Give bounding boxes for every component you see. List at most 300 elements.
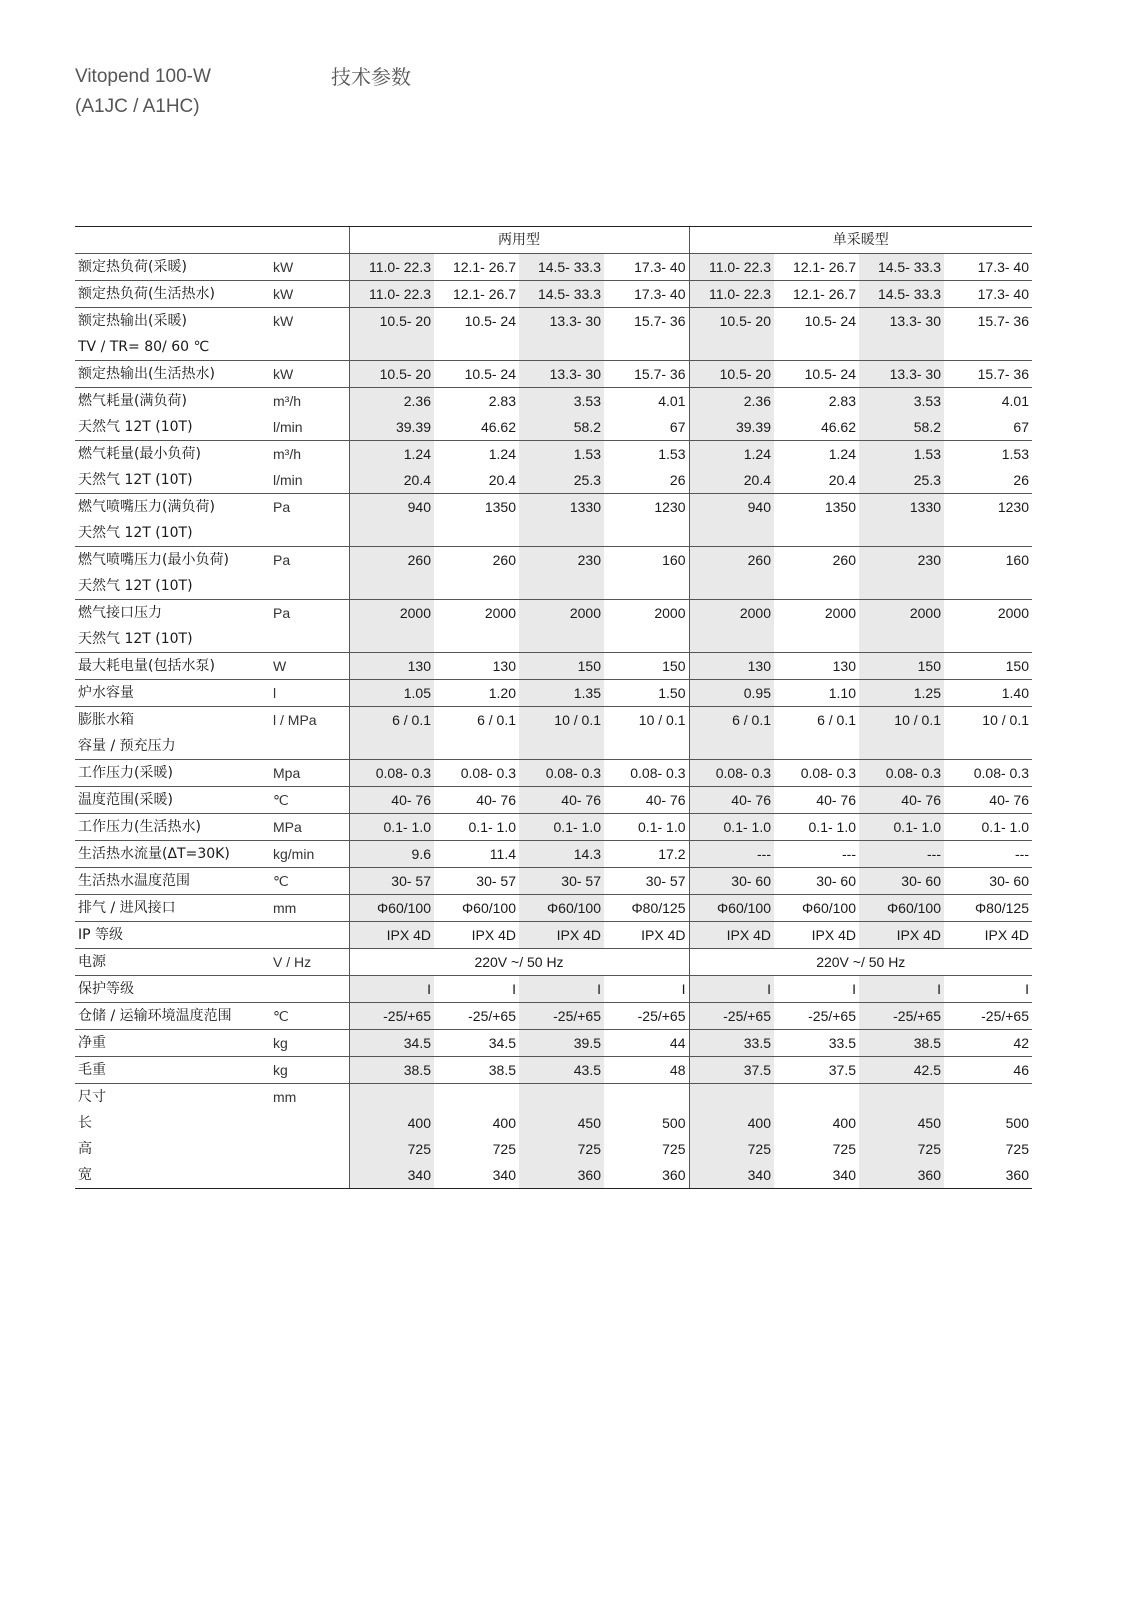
value-cell	[519, 334, 604, 361]
value-cell	[944, 334, 1032, 361]
row-label: 燃气接口压力	[75, 600, 270, 627]
spec-row	[75, 1084, 1032, 1111]
row-unit	[270, 922, 349, 949]
value-cell: 0.1- 1.0	[604, 814, 689, 841]
value-cell: 1.53	[859, 441, 944, 468]
value-cell	[944, 733, 1032, 760]
row-unit: Pa	[270, 547, 349, 574]
spec-row	[75, 895, 1032, 922]
value-cell: 14.5- 33.3	[519, 254, 604, 281]
value-cell: IPX 4D	[434, 922, 519, 949]
value-cell	[944, 520, 1032, 547]
value-cell: 11.0- 22.3	[349, 254, 434, 281]
value-cell: 40- 76	[604, 787, 689, 814]
value-cell: 20.4	[828, 472, 856, 488]
value-cell: 4.01	[944, 388, 1032, 415]
value-cell: I	[859, 976, 944, 1003]
value-cell: 39.39	[349, 414, 434, 441]
product-name	[75, 62, 211, 122]
value-cell: 0.08- 0.3	[434, 760, 519, 787]
value-cell: 20.4	[349, 467, 434, 494]
value-cell: 0.1- 1.0	[349, 814, 434, 841]
row-unit: mm	[270, 1084, 349, 1111]
row-label: 天然气 12T (10T)	[78, 631, 193, 647]
row-unit: kW	[270, 308, 349, 335]
spec-row	[75, 334, 1032, 361]
row-label: 额定热负荷(采暖)	[75, 254, 270, 281]
spec-row	[75, 573, 1032, 600]
row-label: 容量 / 预充压力	[78, 738, 176, 754]
value-cell: 340	[349, 1162, 434, 1189]
value-cell: 1.53	[519, 441, 604, 468]
value-cell: -25/+65	[859, 1003, 944, 1030]
value-cell: 1.05	[349, 680, 434, 707]
row-label: 燃气耗量(满负荷)	[75, 388, 270, 415]
value-cell: 1.25	[859, 680, 944, 707]
value-cell: 1230	[944, 494, 1032, 521]
value-cell: 2000	[434, 600, 519, 627]
row-unit	[270, 733, 349, 760]
value-cell: -25/+65	[689, 1003, 774, 1030]
row-unit: mm	[270, 895, 349, 922]
value-cell: 40- 76	[859, 787, 944, 814]
value-cell: I	[349, 976, 434, 1003]
value-cell: IPX 4D	[519, 922, 604, 949]
value-cell: 10.5- 20	[349, 361, 434, 388]
value-cell: 39.5	[519, 1030, 604, 1057]
value-cell: 34.5	[434, 1030, 519, 1057]
value-cell: 17.2	[604, 841, 689, 868]
value-cell: 725	[832, 1141, 856, 1157]
value-cell	[434, 334, 519, 361]
value-cell: 260	[434, 547, 519, 574]
spec-row	[75, 1136, 1032, 1162]
value-cell: 10.5- 24	[774, 308, 859, 335]
value-cell: 38.5	[349, 1057, 434, 1084]
value-cell: 11.4	[434, 841, 519, 868]
row-label: 燃气喷嘴压力(最小负荷)	[75, 547, 270, 574]
value-cell: 725	[662, 1141, 686, 1157]
value-cell: 2000	[859, 600, 944, 627]
product-line-2: (A1JC / A1HC)	[75, 96, 200, 117]
value-cell: 37.5	[689, 1057, 774, 1084]
row-label: 天然气 12T (10T)	[78, 525, 193, 541]
value-cell	[349, 1084, 434, 1111]
value-cell: 43.5	[519, 1057, 604, 1084]
value-cell: 13.3- 30	[519, 361, 604, 388]
value-cell	[689, 733, 774, 760]
value-cell: 0.1- 1.0	[859, 814, 944, 841]
value-cell: 40- 76	[519, 787, 604, 814]
row-label: 额定热输出(采暖)	[75, 308, 270, 335]
value-cell	[519, 520, 604, 547]
value-cell: I	[434, 976, 519, 1003]
value-cell: 260	[349, 547, 434, 574]
value-cell	[349, 733, 434, 760]
value-cell: 2.83	[434, 388, 519, 415]
value-cell: 2.36	[349, 388, 434, 415]
row-unit: l	[270, 680, 349, 707]
row-label: 炉水容量	[75, 680, 270, 707]
value-cell: 15.7- 36	[944, 361, 1032, 388]
page-header	[75, 62, 1035, 122]
value-cell: I	[944, 976, 1032, 1003]
row-unit	[270, 573, 349, 600]
value-cell: 10.5- 24	[774, 361, 859, 388]
value-cell: 150	[859, 653, 944, 680]
row-unit: m³/h	[270, 441, 349, 468]
value-cell: 4.01	[604, 388, 689, 415]
value-cell: Φ60/100	[519, 895, 604, 922]
row-label: 膨胀水箱	[75, 707, 270, 734]
value-cell: 10.5- 24	[434, 308, 519, 335]
value-cell: 30- 60	[689, 868, 774, 895]
row-label: 仓储 / 运输环境温度范围	[75, 1003, 270, 1030]
value-cell: 0.08- 0.3	[604, 760, 689, 787]
value-cell: 42	[944, 1030, 1032, 1057]
value-cell	[349, 520, 434, 547]
value-cell: 1.24	[434, 441, 519, 468]
value-cell: 14.5- 33.3	[859, 281, 944, 308]
spec-row	[75, 814, 1032, 841]
row-label: 工作压力(生活热水)	[75, 814, 270, 841]
row-unit	[270, 520, 349, 547]
row-unit: ℃	[270, 1003, 349, 1030]
spec-row	[75, 1030, 1032, 1057]
value-cell: 10.5- 20	[689, 361, 774, 388]
value-cell: 26	[669, 472, 686, 488]
value-cell: 1.20	[434, 680, 519, 707]
row-unit: MPa	[270, 814, 349, 841]
value-cell: 1.53	[604, 441, 689, 468]
value-cell: 3.53	[859, 388, 944, 415]
value-cell: 150	[604, 653, 689, 680]
value-cell: IPX 4D	[349, 922, 434, 949]
value-cell: 1.24	[349, 441, 434, 468]
value-cell: 6 / 0.1	[774, 707, 859, 734]
value-cell: 450	[519, 1110, 604, 1136]
value-cell	[519, 1084, 604, 1111]
spec-row	[75, 1110, 1032, 1136]
row-unit: l/min	[273, 472, 303, 488]
spec-row	[75, 949, 1032, 976]
value-cell: 38.5	[859, 1030, 944, 1057]
row-unit: kg/min	[270, 841, 349, 868]
value-cell: IPX 4D	[944, 922, 1032, 949]
value-cell: 725	[859, 1136, 944, 1162]
row-label: 天然气 12T (10T)	[78, 472, 193, 488]
row-label: 生活热水流量(ΔT=30K)	[75, 841, 270, 868]
row-label: 天然气 12T (10T)	[78, 578, 193, 594]
row-label: 毛重	[75, 1057, 270, 1084]
value-cell: IPX 4D	[604, 922, 689, 949]
value-cell: 725	[519, 1136, 604, 1162]
spec-row	[75, 868, 1032, 895]
value-cell	[944, 573, 1032, 600]
spec-row	[75, 680, 1032, 707]
value-cell: Φ60/100	[349, 895, 434, 922]
value-cell: 1350	[434, 494, 519, 521]
value-cell: 500	[1005, 1115, 1029, 1131]
value-cell: 14.5- 33.3	[859, 254, 944, 281]
row-unit	[270, 334, 349, 361]
spec-row	[75, 361, 1032, 388]
value-cell: 15.7- 36	[944, 308, 1032, 335]
value-cell: 400	[689, 1110, 774, 1136]
value-cell: 0.1- 1.0	[519, 814, 604, 841]
value-cell: ---	[859, 841, 944, 868]
value-cell: 46.62	[480, 419, 516, 435]
value-cell	[859, 334, 944, 361]
spec-row	[75, 707, 1032, 734]
value-cell	[944, 1084, 1032, 1111]
value-cell: 2000	[519, 600, 604, 627]
value-cell: 46.62	[820, 419, 856, 435]
value-cell: 0.08- 0.3	[519, 760, 604, 787]
value-cell: 25.3	[859, 467, 944, 494]
value-cell	[519, 626, 604, 653]
value-cell: 2.36	[689, 388, 774, 415]
value-cell: Φ60/100	[434, 895, 519, 922]
group-header-row	[75, 227, 1032, 254]
value-cell: 0.95	[689, 680, 774, 707]
value-cell: 340	[434, 1162, 519, 1189]
spec-row	[75, 414, 1032, 441]
value-cell	[349, 334, 434, 361]
row-unit: ℃	[270, 868, 349, 895]
value-cell: 30- 57	[349, 868, 434, 895]
value-cell	[859, 626, 944, 653]
spec-row	[75, 441, 1032, 468]
value-cell: 130	[774, 653, 859, 680]
value-cell: 13.3- 30	[519, 308, 604, 335]
value-cell: 340	[689, 1162, 774, 1189]
value-cell: 500	[662, 1115, 686, 1131]
value-cell: 9.6	[349, 841, 434, 868]
value-cell: Φ60/100	[774, 895, 859, 922]
row-label: 额定热负荷(生活热水)	[75, 281, 270, 308]
row-unit	[270, 626, 349, 653]
row-unit: kg	[270, 1057, 349, 1084]
row-label: 生活热水温度范围	[75, 868, 270, 895]
row-label: 温度范围(采暖)	[75, 787, 270, 814]
value-cell: 58.2	[859, 414, 944, 441]
value-cell: 17.3- 40	[604, 281, 689, 308]
row-unit: W	[270, 653, 349, 680]
value-cell: 1.53	[944, 441, 1032, 468]
value-cell: 10 / 0.1	[859, 707, 944, 734]
value-cell: 1.35	[519, 680, 604, 707]
row-label: 天然气 12T (10T)	[78, 419, 193, 435]
value-cell: 38.5	[434, 1057, 519, 1084]
value-cell: 3.53	[519, 388, 604, 415]
row-label: 工作压力(采暖)	[75, 760, 270, 787]
value-cell	[689, 334, 774, 361]
row-unit	[270, 1162, 349, 1189]
value-cell: 40- 76	[349, 787, 434, 814]
value-cell: ---	[774, 841, 859, 868]
spec-row	[75, 254, 1032, 281]
value-cell: -25/+65	[944, 1003, 1032, 1030]
value-cell: 12.1- 26.7	[434, 281, 519, 308]
value-cell	[604, 1084, 689, 1111]
value-cell: 725	[1005, 1141, 1029, 1157]
spec-row	[75, 1003, 1032, 1030]
value-cell: ---	[689, 841, 774, 868]
value-cell	[434, 626, 519, 653]
spec-row	[75, 760, 1032, 787]
spec-row	[75, 600, 1032, 627]
value-cell: 230	[859, 547, 944, 574]
value-cell	[859, 520, 944, 547]
value-cell	[519, 733, 604, 760]
value-cell	[774, 1084, 859, 1111]
value-cell	[519, 573, 604, 600]
value-cell: 2000	[604, 600, 689, 627]
row-label: 燃气耗量(最小负荷)	[75, 441, 270, 468]
value-cell: 33.5	[689, 1030, 774, 1057]
value-cell	[774, 520, 859, 547]
value-cell: 1.24	[774, 441, 859, 468]
value-cell: 360	[859, 1162, 944, 1189]
row-label: 燃气喷嘴压力(满负荷)	[75, 494, 270, 521]
value-cell: 33.5	[774, 1030, 859, 1057]
value-cell: 12.1- 26.7	[774, 254, 859, 281]
row-unit: m³/h	[270, 388, 349, 415]
value-cell: 15.7- 36	[604, 308, 689, 335]
value-cell: 130	[349, 653, 434, 680]
value-cell: 48	[604, 1057, 689, 1084]
spec-row	[75, 1057, 1032, 1084]
value-cell: 1350	[774, 494, 859, 521]
row-label: 长	[78, 1115, 92, 1131]
row-unit: kW	[270, 281, 349, 308]
value-cell: 1330	[519, 494, 604, 521]
value-cell	[689, 520, 774, 547]
value-cell: 40- 76	[434, 787, 519, 814]
value-cell: 13.3- 30	[859, 308, 944, 335]
value-cell: 400	[492, 1115, 516, 1131]
value-cell: 11.0- 22.3	[349, 281, 434, 308]
value-cell: 13.3- 30	[859, 361, 944, 388]
value-cell: IPX 4D	[689, 922, 774, 949]
document-title: 技术参数	[331, 65, 411, 89]
spec-row	[75, 922, 1032, 949]
row-unit	[270, 1110, 349, 1136]
value-cell: 30- 60	[859, 868, 944, 895]
value-cell	[859, 573, 944, 600]
value-cell	[944, 626, 1032, 653]
value-cell	[774, 334, 859, 361]
value-cell: I	[689, 976, 774, 1003]
value-cell: 0.08- 0.3	[944, 760, 1032, 787]
value-cell: 17.3- 40	[604, 254, 689, 281]
value-cell: 160	[604, 547, 689, 574]
value-cell: 30- 57	[434, 868, 519, 895]
value-cell: 30- 57	[519, 868, 604, 895]
group-header-heating-only: 单采暖型	[689, 227, 1032, 254]
value-cell	[604, 520, 689, 547]
value-cell: 10.5- 20	[349, 308, 434, 335]
value-cell: 25.3	[519, 467, 604, 494]
value-cell: 360	[519, 1162, 604, 1189]
value-cell: I	[774, 976, 859, 1003]
value-cell: IPX 4D	[774, 922, 859, 949]
value-cell: 2000	[689, 600, 774, 627]
value-cell: -25/+65	[349, 1003, 434, 1030]
row-unit: Mpa	[270, 760, 349, 787]
spanned-value: 220V ~/ 50 Hz	[689, 949, 1032, 976]
value-cell: 11.0- 22.3	[689, 254, 774, 281]
spec-row	[75, 467, 1032, 494]
row-unit: kW	[270, 254, 349, 281]
row-label: TV / TR= 80/ 60 ℃	[78, 339, 210, 355]
value-cell: 34.5	[349, 1030, 434, 1057]
row-label: 电源	[75, 949, 270, 976]
value-cell: 940	[349, 494, 434, 521]
row-label: 最大耗电量(包括水泵)	[75, 653, 270, 680]
value-cell	[604, 573, 689, 600]
value-cell: 40- 76	[774, 787, 859, 814]
product-line-1: Vitopend 100-W	[75, 66, 211, 87]
value-cell: 67	[1013, 419, 1029, 435]
value-cell: 0.1- 1.0	[434, 814, 519, 841]
spec-table	[75, 226, 1032, 1189]
value-cell	[349, 626, 434, 653]
value-cell: 12.1- 26.7	[774, 281, 859, 308]
value-cell: 130	[434, 653, 519, 680]
value-cell: 42.5	[859, 1057, 944, 1084]
value-cell: Φ80/125	[604, 895, 689, 922]
value-cell: 1.40	[944, 680, 1032, 707]
value-cell: 20.4	[488, 472, 516, 488]
value-cell: 400	[349, 1110, 434, 1136]
row-unit: kg	[270, 1030, 349, 1057]
value-cell: 230	[519, 547, 604, 574]
value-cell: 6 / 0.1	[689, 707, 774, 734]
spec-row	[75, 976, 1032, 1003]
value-cell	[349, 573, 434, 600]
value-cell: 130	[689, 653, 774, 680]
value-cell: 15.7- 36	[604, 361, 689, 388]
row-label: 净重	[75, 1030, 270, 1057]
value-cell: 160	[944, 547, 1032, 574]
value-cell: 1.24	[689, 441, 774, 468]
value-cell: 10 / 0.1	[944, 707, 1032, 734]
value-cell: IPX 4D	[859, 922, 944, 949]
value-cell: 58.2	[519, 414, 604, 441]
value-cell: 1.50	[604, 680, 689, 707]
value-cell: 450	[859, 1110, 944, 1136]
value-cell: 40- 76	[944, 787, 1032, 814]
value-cell: 360	[944, 1162, 1032, 1189]
value-cell	[434, 573, 519, 600]
value-cell: 30- 57	[604, 868, 689, 895]
row-label: 排气 / 进风接口	[75, 895, 270, 922]
value-cell: 150	[944, 653, 1032, 680]
value-cell: 46	[944, 1057, 1032, 1084]
value-cell: 67	[669, 419, 686, 435]
value-cell	[689, 573, 774, 600]
value-cell: 10 / 0.1	[604, 707, 689, 734]
value-cell	[774, 573, 859, 600]
value-cell	[604, 733, 689, 760]
value-cell: 150	[519, 653, 604, 680]
value-cell: Φ80/125	[944, 895, 1032, 922]
spec-row	[75, 841, 1032, 868]
value-cell: 6 / 0.1	[349, 707, 434, 734]
value-cell: 0.08- 0.3	[349, 760, 434, 787]
